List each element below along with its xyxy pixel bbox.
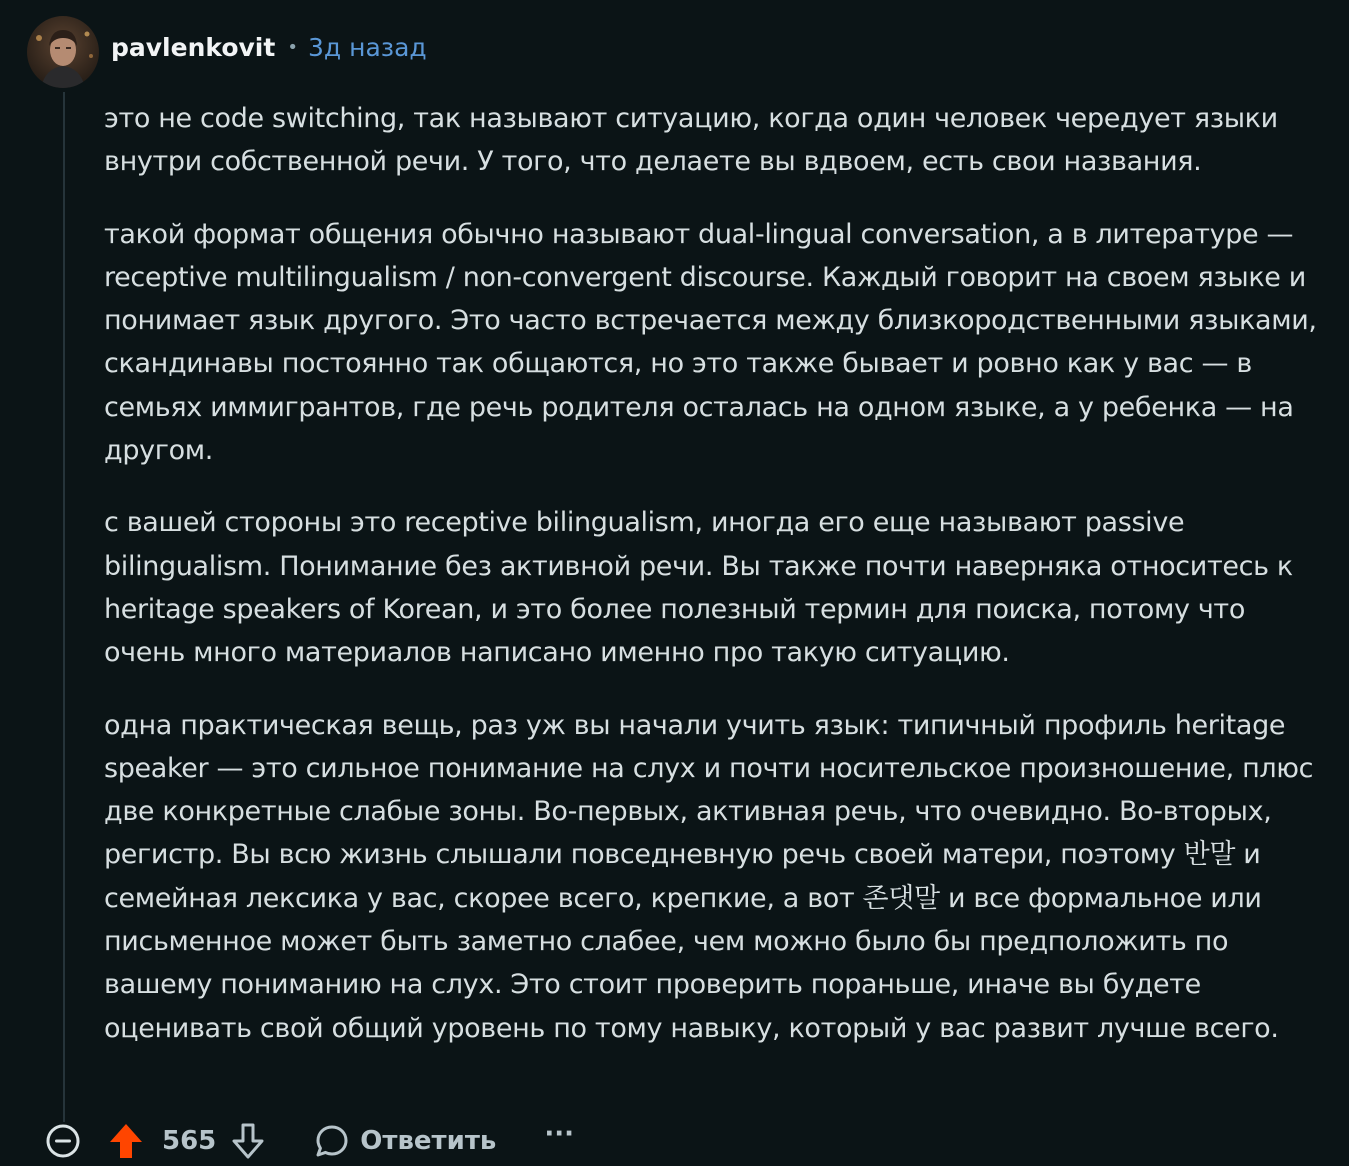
comment-paragraph: это не code switching, так называют ситуацию, когда один человек чередует языки внутри собственной речи. У того, что делаете вы вдвоем, есть свои названия. xyxy=(104,103,1278,178)
separator-dot: • xyxy=(287,36,298,58)
comment-body xyxy=(104,97,1329,1079)
ellipsis-icon[interactable]: ··· xyxy=(544,1119,574,1149)
reply-label: Ответить xyxy=(360,1126,497,1156)
comment-paragraph: с вашей стороны это receptive bilingualism, иногда его еще называют passive bilingualism. Понимание без активной речи. Вы также почти наверняка относитесь к heritage speakers of Korean, и это более полезный термин для поиска, потому что очень много материалов написано именно про такую ситуацию. xyxy=(104,507,1293,669)
comment-paragraph: одна практическая вещь, раз уж вы начали учить язык: типичный профиль heritage speaker — это сильное понимание на слух и почти носительское произношение, плюс две конкретные слабые зоны. Во-первых, активная речь, что очевидно. Во-вторых, регистр. Вы всю жизнь слышали повседневную речь своей матери, поэтому 반말 и семейная лексика у вас, скорее всего, крепкие, а вот 존댓말 и все формальное или письменное может быть заметно слабее, чем можно было бы предположить по вашему пониманию на слух. Это стоит проверить пораньше, иначе вы будете оценивать свой общий уровень по тому навыку, который у вас развит лучше всего. xyxy=(104,709,1314,1044)
avatar[interactable] xyxy=(27,16,99,88)
comment-header xyxy=(27,16,427,88)
comment-actions xyxy=(44,1118,574,1164)
reply-button[interactable] xyxy=(314,1123,496,1159)
timestamp-link[interactable]: 3д назад xyxy=(307,32,427,62)
thread-line xyxy=(63,92,65,1122)
vote-score: 565 xyxy=(162,1126,217,1156)
arrow-down-icon[interactable] xyxy=(230,1122,266,1160)
speech-bubble-icon xyxy=(314,1123,350,1159)
minus-circle-icon[interactable] xyxy=(44,1122,82,1160)
comment-paragraph: такой формат общения обычно называют dual-lingual conversation, а в литературе — receptive multilingualism / non-convergent discourse. Каждый говорит на своем языке и понимает язык другого. Это часто встречается между близкородственными языками, скандинавы постоянно так общаются, но это также бывает и ровно как у вас — в семьях иммигрантов, где речь родителя осталась на одном языке, а у ребенка — на другом. xyxy=(104,218,1317,467)
arrow-up-icon[interactable] xyxy=(108,1122,144,1160)
username[interactable]: pavlenkovit xyxy=(111,32,276,62)
